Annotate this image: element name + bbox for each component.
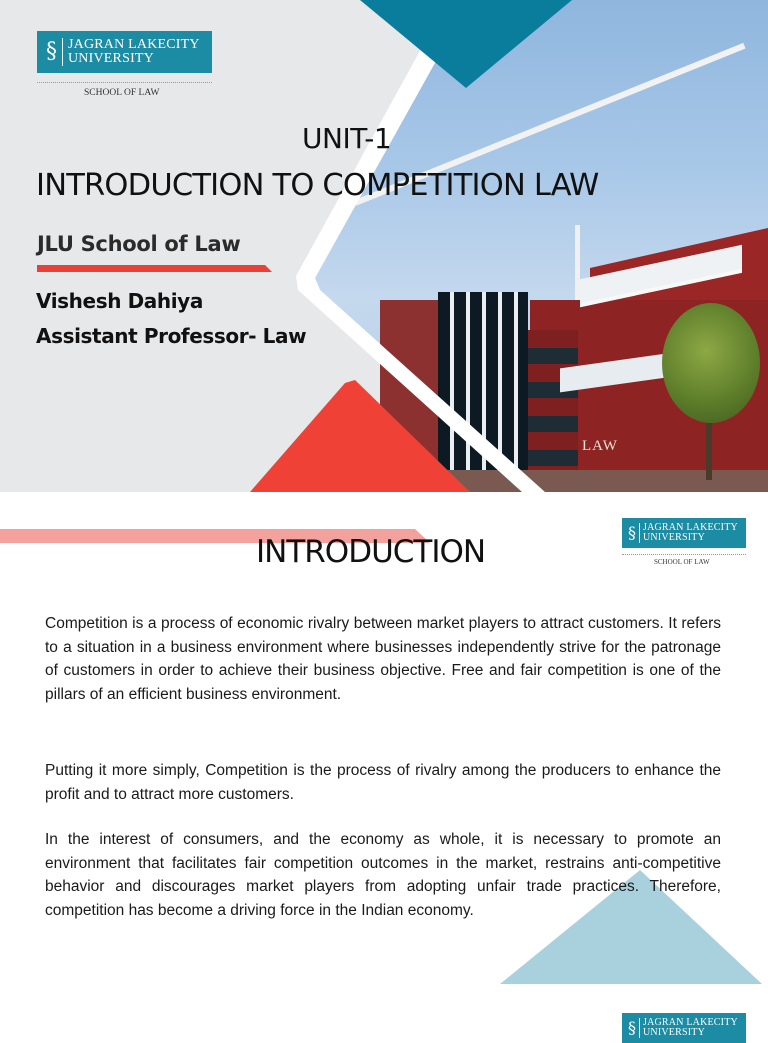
logo-line1: JAGRAN LAKECITY — [68, 37, 200, 52]
tree-icon — [662, 303, 760, 423]
logo-line2: UNIVERSITY — [68, 51, 154, 66]
logo-text — [643, 523, 738, 543]
logo-dotted-rule — [622, 554, 746, 555]
logo-line1: JAGRAN LAKECITY — [643, 1017, 738, 1028]
logo-line2: UNIVERSITY — [643, 532, 705, 543]
logo-line1: JAGRAN LAKECITY — [643, 522, 738, 533]
paragraph-definition: Competition is a process of economic rivalry between market players to attract customers. It refers to a situation in a business environment where businesses independently strive for the patronage of customers in order to achieve their business objective. Free and fair competition is one of the pillars of an efficient business environment. — [45, 615, 721, 703]
unit-label: UNIT-1 — [302, 122, 392, 155]
logo-divider — [62, 38, 63, 66]
logo-divider — [639, 523, 640, 543]
title-slide — [0, 0, 768, 492]
red-underline-bar — [37, 265, 272, 272]
logo-dotted-rule — [37, 82, 212, 83]
logo-subtitle: SCHOOL OF LAW — [84, 88, 160, 98]
introduction-slide — [0, 492, 768, 1038]
author-position: Assistant Professor- Law — [36, 324, 307, 348]
presentation-title: INTRODUCTION TO COMPETITION LAW — [36, 168, 599, 203]
teal-triangle-decoration — [360, 0, 572, 88]
paragraph-importance: In the interest of consumers, and the economy as whole, it is necessary to promote an environment that facilitates fair competition outcomes in the market, restrains anti-competitive behavior and discourages market players from adopting unfair trade practices. Therefore, competition has become a driving force in the Indian economy. — [45, 831, 721, 919]
law-sign: LAW — [582, 438, 618, 454]
university-logo-small — [622, 518, 746, 548]
building-ground — [440, 470, 768, 492]
slide-title: INTRODUCTION — [256, 534, 486, 570]
logo-divider — [639, 1018, 640, 1038]
university-logo — [37, 31, 212, 73]
logo-subtitle: SCHOOL OF LAW — [654, 558, 710, 566]
paragraph-simple-definition: Putting it more simply, Competition is the process of rivalry among the producers to enhance the profit and to attract more customers. — [45, 762, 721, 803]
logo-text — [643, 1018, 738, 1038]
blue-triangle-decoration — [0, 492, 768, 1024]
university-emblem-icon: § — [46, 39, 57, 64]
next-slide-logo — [622, 1013, 746, 1043]
university-emblem-icon: § — [628, 523, 636, 542]
building-windows — [528, 330, 578, 475]
university-emblem-icon: § — [628, 1018, 636, 1037]
logo-line2: UNIVERSITY — [643, 1027, 705, 1038]
author-name: Vishesh Dahiya — [36, 289, 203, 313]
logo-text — [68, 38, 200, 66]
school-name: JLU School of Law — [37, 232, 241, 256]
